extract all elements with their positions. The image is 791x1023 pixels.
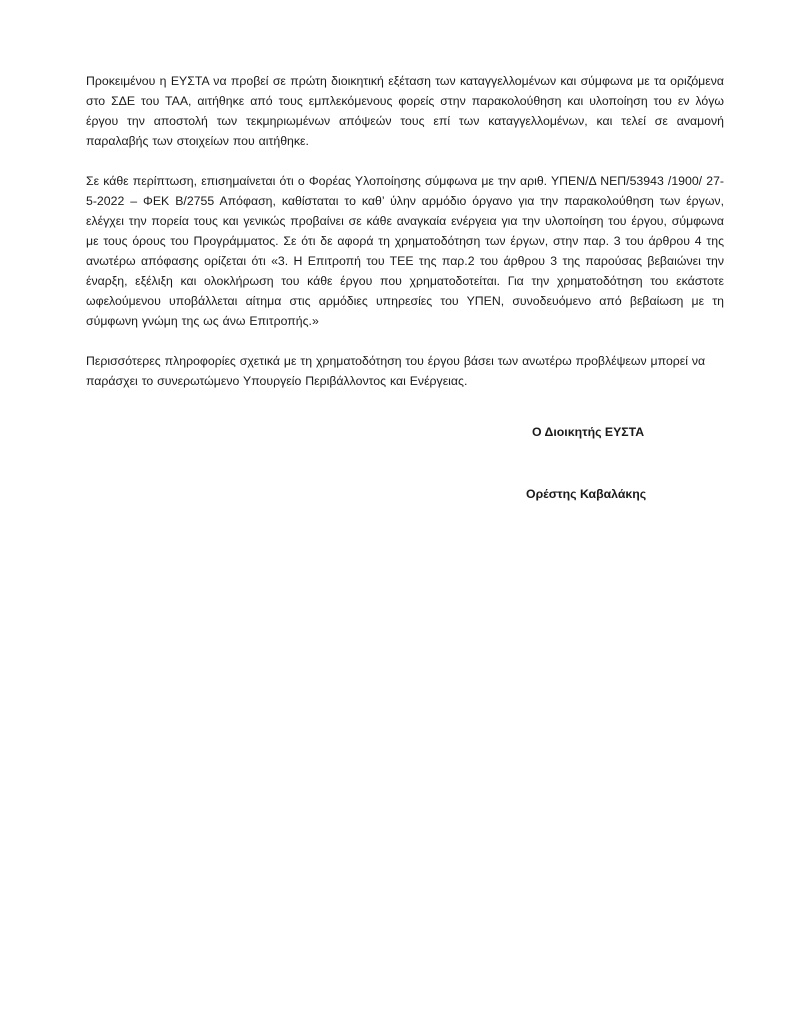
signature-name: Ορέστης Καβαλάκης xyxy=(526,487,647,501)
signature-title: Ο Διοικητής ΕΥΣΤΑ xyxy=(532,425,645,439)
document-body xyxy=(86,71,724,391)
paragraph-implementation-body: Σε κάθε περίπτωση, επισημαίνεται ότι ο Φορέας Υλοποίησης σύμφωνα με την αριθ. ΥΠΕΝ/Δ ΝΕΠ/53943 /1900/ 27-5-2022 – ΦΕΚ Β/2755 Απόφαση, καθίσταται το καθ’ ύλην αρμόδιο όργανο για την παρακολούθηση των έργων, ελέγχει την πορεία τους και γενικώς προβαίνει σε κάθε αναγκαία ενέργεια για την υλοποίηση του έργου, σύμφωνα με τους όρους του Προγράμματος. Σε ότι δε αφορά τη χρηματοδότηση των έργων, στην παρ. 3 του άρθρου 4 της ανωτέρω απόφασης ορίζεται ότι «3. Η Επιτροπή του ΤΕΕ της παρ.2 του άρθρου 3 της παρούσας βεβαιώνει την έναρξη, εξέλιξη και ολοκλήρωση του κάθε έργου που χρηματοδοτείται. Για την χρηματοδότηση του εκάστοτε ωφελούμενου υποβάλλεται αίτημα στις αρμόδιες υπηρεσίες του ΥΠΕΝ, συνοδευόμενο από βεβαίωση με τη σύμφωνη γνώμη της ως άνω Επιτροπής.» xyxy=(86,174,724,328)
paragraph-more-information: Περισσότερες πληροφορίες σχετικά με τη χρηματοδότηση του έργου βάσει των ανωτέρω προβλέψεων μπορεί να παράσχει το συνερωτώμενο Υπουργείο Περιβάλλοντος και Ενέργειας. xyxy=(86,354,706,388)
paragraph-review-request: Προκειμένου η ΕΥΣΤΑ να προβεί σε πρώτη διοικητική εξέταση των καταγγελλομένων και σύμφωνα με τα οριζόμενα στο ΣΔΕ του ΤΑΑ, αιτήθηκε από τους εμπλεκόμενους φορείς στην παρακολούθηση και υλοποίηση του εν λόγω έργου την αποστολή των τεκμηριωμένων απόψεών τους επί των καταγγελλομένων, και τελεί σε αναμονή παραλαβής των στοιχείων που αιτήθηκε. xyxy=(86,74,724,148)
